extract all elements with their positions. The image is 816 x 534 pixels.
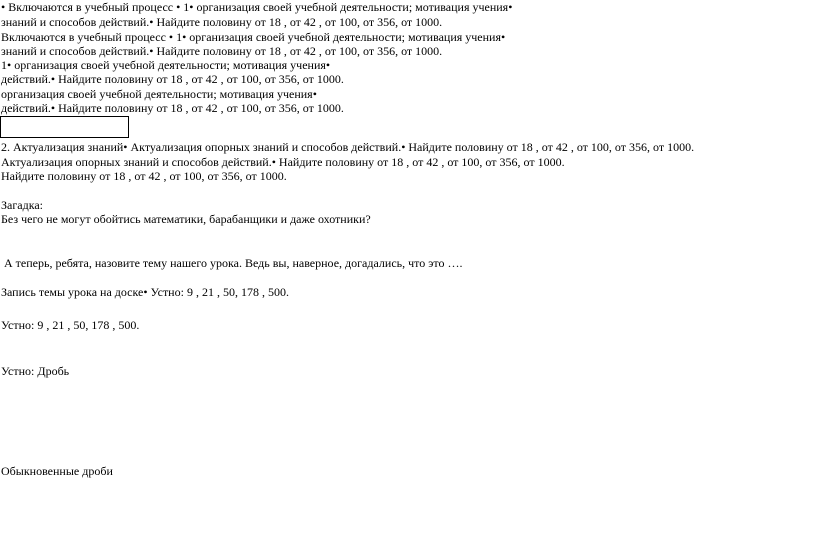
text-line: Найдите половину от 18 , от 42 , от 100, от 356, от 1000. [1, 169, 287, 183]
lesson-topic-prompt: А теперь, ребята, назовите тему нашего урока. Ведь вы, наверное, догадались, что это …. [1, 256, 463, 270]
riddle-text: Без чего не могут обойтись математики, барабанщики и даже охотники? [1, 212, 371, 226]
riddle-heading: Загадка: [1, 198, 43, 212]
empty-frame-box [0, 116, 129, 138]
topic-title: Обыкновенные дроби [1, 464, 113, 478]
text-line: 1• организация своей учебной деятельности; мотивация учения• [1, 58, 331, 72]
text-line: знаний и способов действий.• Найдите половину от 18 , от 42 , от 100, от 356, от 1000. [1, 44, 443, 58]
text-line: Актуализация опорных знаний и способов действий.• Найдите половину от 18 , от 42 , от 100, от 356, от 1000. [1, 155, 565, 169]
text-line: знаний и способов действий.• Найдите половину от 18 , от 42 , от 100, от 356, от 1000. [1, 15, 443, 29]
text-line: 2. Актуализация знаний• Актуализация опорных знаний и способов действий.• Найдите половину от 18 , от 42 , от 100, от 356, от 1000. [1, 140, 695, 154]
text-line: действий.• Найдите половину от 18 , от 42 , от 100, от 356, от 1000. [1, 101, 344, 115]
text-line: • Включаются в учебный процесс • 1• организация своей учебной деятельности; мотивация учения• [1, 0, 513, 14]
text-line: организация своей учебной деятельности; мотивация учения• [1, 87, 317, 101]
oral-exercise: Устно: 9 , 21 , 50, 178 , 500. [1, 318, 140, 332]
text-line: действий.• Найдите половину от 18 , от 42 , от 100, от 356, от 1000. [1, 72, 344, 86]
text-line: Включаются в учебный процесс • 1• организация своей учебной деятельности; мотивация учения• [1, 30, 506, 44]
oral-answer: Устно: Дробь [1, 364, 70, 378]
board-note: Запись темы урока на доске• Устно: 9 , 21 , 50, 178 , 500. [1, 285, 289, 299]
